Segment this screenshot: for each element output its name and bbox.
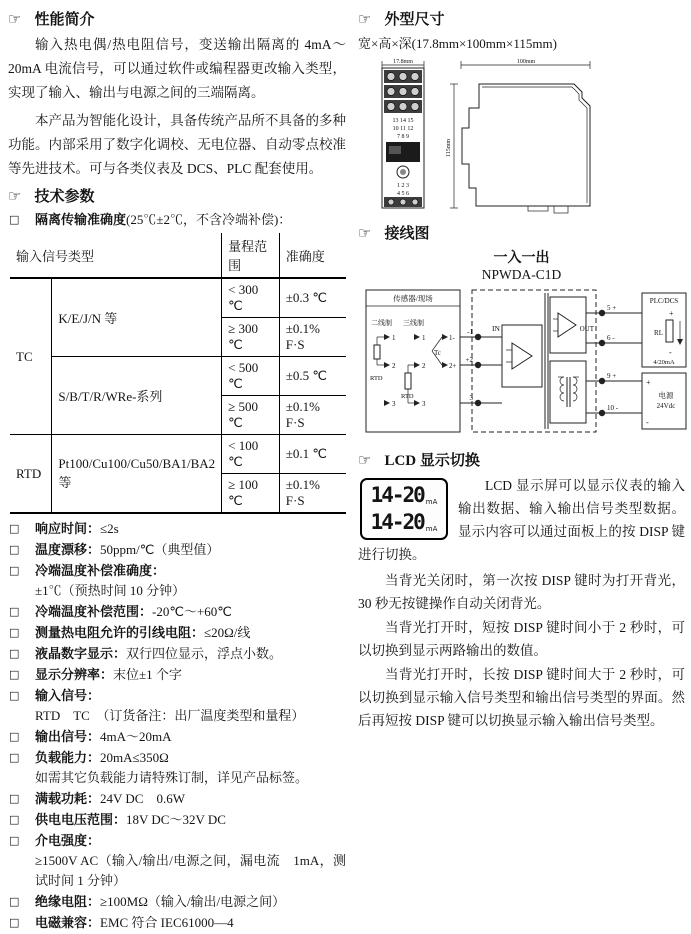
side-view-outline xyxy=(462,84,590,206)
lcd-line2-unit: mA xyxy=(425,525,438,533)
accuracy-cell: ±0.1 ℃ xyxy=(279,435,346,474)
pointing-hand-icon: ☞ xyxy=(358,10,372,28)
spec-item xyxy=(8,602,346,622)
checkbox-bullet-icon: □ xyxy=(9,626,20,639)
terminal-label: 9 + xyxy=(607,372,617,380)
section-wiring-header xyxy=(358,222,685,243)
col-header-input-type: 输入信号类型 xyxy=(10,233,222,278)
checkbox-bullet-icon: □ xyxy=(9,689,20,702)
group-tc: TC xyxy=(10,278,52,435)
rtd-symbol xyxy=(405,373,411,389)
coil-symbol xyxy=(560,377,564,401)
node-number: 3 xyxy=(392,400,396,408)
wiring-subtitle: 一入一出 xyxy=(493,251,550,266)
range-cell: < 100 ℃ xyxy=(222,435,280,474)
spec-label: 绝缘电阻： xyxy=(35,894,101,909)
checkbox-bullet-icon: □ xyxy=(9,647,20,660)
checkbox-bullet-icon: □ xyxy=(9,895,20,908)
lcd-display xyxy=(360,478,448,540)
accuracy-label: 隔离传输准确度 xyxy=(35,212,127,227)
spec-value: ≥100MΩ（输入/输出/电源之间） xyxy=(100,894,286,909)
power-transformer-block xyxy=(550,361,586,423)
rtd-label: RTD xyxy=(370,375,383,382)
minus-sign: - xyxy=(669,348,672,357)
type-sbtr: S/B/T/R/WRe-系列 xyxy=(52,357,222,435)
range-cell: < 300 ℃ xyxy=(222,278,280,318)
terminal-dot xyxy=(475,400,481,406)
spec-item xyxy=(8,831,346,891)
lcd-line2-value: 14-20 xyxy=(370,510,424,534)
spec-label: 冷端温度补偿范围： xyxy=(35,604,153,619)
spec-label: 输出信号： xyxy=(35,729,101,744)
spec-label: 温度漂移： xyxy=(35,542,101,557)
terminal-dot xyxy=(475,362,481,368)
spec-item xyxy=(8,623,346,643)
spec-continuation: ±1℃（预热时间 10 分钟） xyxy=(35,583,186,598)
section-title: LCD 显示切换 xyxy=(384,453,480,469)
spec-item xyxy=(8,748,346,788)
lcd-line1-value: 14-20 xyxy=(370,483,424,507)
terminal-numbers-row: 7 8 9 xyxy=(397,134,409,140)
range-cell: < 500 ℃ xyxy=(222,357,280,396)
checkbox-bullet-icon: □ xyxy=(9,834,20,847)
section-performance-header xyxy=(8,8,346,29)
performance-paragraph-1: 输入热电偶/热电阻信号，变送输出隔离的 4mA～20mA 电流信号，可以通过软件或编程器更改输入类型，实现了输入、输出与电源之间的三端隔离。 xyxy=(8,37,346,100)
pointing-hand-icon: ☞ xyxy=(358,451,372,469)
checkbox-bullet-icon: □ xyxy=(9,813,20,826)
rtd-label: RTD xyxy=(401,393,414,400)
spec-item xyxy=(8,892,346,912)
section-title: 性能简介 xyxy=(34,12,95,28)
dimension-drawing xyxy=(358,56,685,216)
lcd-paragraph-1: LCD 显示屏可以显示仪表的输入输出数据、输入输出信号类型数据。显示内容可以通过面板上的按 DISP 键进行切换。 xyxy=(358,478,685,562)
range-cell: ≥ 500 ℃ xyxy=(222,396,280,435)
terminal-label: 6 - xyxy=(607,334,615,342)
spec-item xyxy=(8,686,346,726)
terminal-label: +2 xyxy=(465,356,473,364)
checkbox-bullet-icon: □ xyxy=(9,916,20,929)
range-cell: ≥ 300 ℃ xyxy=(222,318,280,357)
spec-value: ≤2s xyxy=(100,521,119,536)
terminal-dot xyxy=(599,378,605,384)
terminal-label: 5 + xyxy=(607,304,617,312)
accuracy-cell: ±0.1% F·S xyxy=(279,318,346,357)
amplifier-symbol xyxy=(558,313,576,337)
terminal-dot xyxy=(599,410,605,416)
performance-paragraph-2: 本产品为智能化设计，具备传统产品所不具备的多种功能。内部采用了数字化调校、无电位器、自动零点校准等先进技术。可与各类仪表及 DCS、PLC 配套使用。 xyxy=(8,113,346,176)
accuracy-cell: ±0.3 ℃ xyxy=(279,278,346,318)
table-row xyxy=(10,435,346,474)
front-bottom-terminals xyxy=(384,197,422,207)
terminal-numbers-row: 10 11 12 xyxy=(392,126,414,132)
checkbox-bullet-icon: □ xyxy=(9,522,20,535)
spec-value: 24V DC 0.6W xyxy=(100,791,185,806)
load-resistor-symbol xyxy=(666,320,673,342)
tc-label: Tc xyxy=(434,349,441,357)
range-cell: ≥ 100 ℃ xyxy=(222,474,280,514)
load-resistor-label: RL xyxy=(654,329,663,337)
terminal-label: 3 xyxy=(469,394,473,402)
spec-value: 18V DC～32V DC xyxy=(126,812,226,827)
spec-item xyxy=(8,665,346,685)
right-column xyxy=(358,6,685,934)
side-top-dim-label: 100mm xyxy=(516,59,536,65)
accuracy-spec-heading xyxy=(8,210,346,230)
col-header-range: 量程范围 xyxy=(222,233,280,278)
terminal-dot xyxy=(599,340,605,346)
node-number: 2+ xyxy=(449,362,457,370)
terminal-dot xyxy=(475,334,481,340)
spec-label: 响应时间： xyxy=(35,521,101,536)
out-label: OUT xyxy=(579,325,594,333)
spec-value: 双行四位显示，浮点小数。 xyxy=(126,646,283,661)
pointing-hand-icon: ☞ xyxy=(358,224,372,242)
accuracy-table xyxy=(10,233,346,514)
side-left-dim-label: 115mm xyxy=(446,138,452,158)
node-number: 2 xyxy=(392,362,396,370)
spec-item xyxy=(8,540,346,560)
section-lcd-header xyxy=(358,449,685,470)
spec-continuation: RTD TC （订货备注：出厂温度类型和量程） xyxy=(35,708,305,723)
lcd-paragraph-3: 当背光打开时，短按 DISP 键时间小于 2 秒时，可以切换到显示两路输出的数值。 xyxy=(358,620,685,658)
spec-item xyxy=(8,789,346,809)
section-dimensions-header xyxy=(358,8,685,29)
checkbox-bullet-icon: □ xyxy=(9,605,20,618)
spec-label: 输入信号： xyxy=(35,688,101,703)
spec-value: -20℃～+60℃ xyxy=(152,604,232,619)
type-rtd: Pt100/Cu100/Cu50/BA1/BA2 等 xyxy=(52,435,222,514)
table-header-row xyxy=(10,233,346,278)
pointing-hand-icon: ☞ xyxy=(8,10,22,28)
accuracy-note: (25℃±2℃，不含冷端补偿)： xyxy=(126,212,292,227)
terminal-label: 10 - xyxy=(607,404,619,412)
rtd-symbol xyxy=(374,345,380,359)
spec-item xyxy=(8,913,346,933)
spec-value: EMC 符合 IEC61000—4 xyxy=(100,915,234,930)
lcd-paragraph-4: 当背光打开时，长按 DISP 键时间大于 2 秒时，可以切换到显示输入信号类型和输出信号类型的界面。然后再短按 DISP 键可以切换显示输入输出信号类型。 xyxy=(358,667,685,728)
two-wire-label: 二线制 xyxy=(371,319,392,327)
checkbox-bullet-icon: □ xyxy=(9,792,20,805)
group-rtd: RTD xyxy=(10,435,52,514)
terminal-dot xyxy=(599,310,605,316)
accuracy-cell: ±0.5 ℃ xyxy=(279,357,346,396)
terminal-numbers-row: 13 14 15 xyxy=(392,118,414,124)
terminal-numbers-row: 4 5 6 xyxy=(397,191,409,197)
node-number: 1- xyxy=(449,334,455,342)
spec-label: 供电电压范围： xyxy=(35,812,127,827)
spec-continuation: ≥1500V AC（输入/输出/电源之间，漏电流 1mA，测试时间 1 分钟） xyxy=(35,853,346,888)
spec-value: 50ppm/℃（典型值） xyxy=(100,542,220,557)
coil-symbol xyxy=(573,377,577,401)
node-number: 1 xyxy=(422,334,426,342)
spec-continuation: 如需其它负载能力请特殊订制，详见产品标签。 xyxy=(35,770,309,785)
table-row xyxy=(10,278,346,318)
left-column xyxy=(8,6,346,934)
checkbox-bullet-icon: □ xyxy=(9,213,20,226)
spec-list xyxy=(8,519,346,933)
amplifier-symbol xyxy=(512,343,532,369)
spec-item xyxy=(8,644,346,664)
section-title: 接线图 xyxy=(384,226,430,242)
spec-label: 满载功耗： xyxy=(35,791,101,806)
spec-item xyxy=(8,727,346,747)
spec-label: 负载能力： xyxy=(35,750,101,765)
checkbox-bullet-icon: □ xyxy=(9,564,20,577)
three-wire-label: 三线制 xyxy=(403,319,424,327)
dimensions-caption: 宽×高×深(17.8mm×100mm×115mm) xyxy=(358,36,557,51)
plus-sign: + xyxy=(646,378,651,387)
sensor-box-label: 传感器/现场 xyxy=(393,294,433,303)
table-row xyxy=(10,357,346,396)
sensor-box xyxy=(366,290,460,432)
terminal-numbers-row: 1 2 3 xyxy=(397,183,409,189)
node-number: 1 xyxy=(392,334,396,342)
power-supply-label: 电源 xyxy=(658,391,674,400)
wiring-diagram-svg xyxy=(358,285,688,443)
plus-sign: + xyxy=(669,309,674,318)
lcd-intro-row xyxy=(358,474,685,567)
dimension-drawing-svg xyxy=(358,56,608,216)
spec-label: 显示分辨率： xyxy=(35,667,114,682)
checkbox-bullet-icon: □ xyxy=(9,751,20,764)
minus-sign: - xyxy=(646,418,649,427)
spec-label: 测量热电阻允许的引线电阻： xyxy=(35,625,205,640)
checkbox-bullet-icon: □ xyxy=(9,668,20,681)
front-top-terminals xyxy=(384,70,422,113)
spec-label: 液晶数字显示： xyxy=(35,646,127,661)
in-label: IN xyxy=(492,324,500,333)
spec-item xyxy=(8,810,346,830)
spec-item xyxy=(8,519,346,539)
spec-value: 20mA≤350Ω xyxy=(100,750,169,765)
spec-label: 电磁兼容： xyxy=(35,915,101,930)
lcd-line1-unit: mA xyxy=(425,498,438,506)
lcd-paragraph-2: 当背光关闭时，第一次按 DISP 键时为打开背光，30 秒无按键操作自动关闭背光。 xyxy=(358,573,685,611)
input-amp-block xyxy=(502,325,542,387)
checkbox-bullet-icon: □ xyxy=(9,543,20,556)
spec-label: 冷端温度补偿准确度： xyxy=(35,563,166,578)
power-supply-voltage: 24Vdc xyxy=(656,402,676,410)
type-kejn: K/E/J/N 等 xyxy=(52,278,222,357)
section-title: 外型尺寸 xyxy=(384,12,445,28)
spec-value: 4mA～20mA xyxy=(100,729,172,744)
wiring-model-number: NPWDA-C1D xyxy=(481,267,562,282)
accuracy-cell: ±0.1% F·S xyxy=(279,474,346,514)
terminal-label: -1 xyxy=(467,328,473,336)
front-width-dim-label: 17.8mm xyxy=(393,59,413,65)
node-number: 2 xyxy=(422,362,426,370)
col-header-accuracy: 准确度 xyxy=(279,233,346,278)
plc-dcs-label: PLC/DCS xyxy=(649,297,679,305)
spec-item xyxy=(8,561,346,601)
wiring-diagram xyxy=(358,285,685,443)
node-number: 3 xyxy=(422,400,426,408)
spec-label: 介电强度： xyxy=(35,833,101,848)
section-tech-params-header xyxy=(8,185,346,206)
output-signal-label: 4/20mA xyxy=(653,359,675,366)
section-title: 技术参数 xyxy=(34,189,95,205)
accuracy-cell: ±0.1% F·S xyxy=(279,396,346,435)
spec-value: 末位±1 个字 xyxy=(113,667,182,682)
checkbox-bullet-icon: □ xyxy=(9,730,20,743)
spec-value: ≤20Ω/线 xyxy=(204,625,251,640)
pointing-hand-icon: ☞ xyxy=(8,187,22,205)
